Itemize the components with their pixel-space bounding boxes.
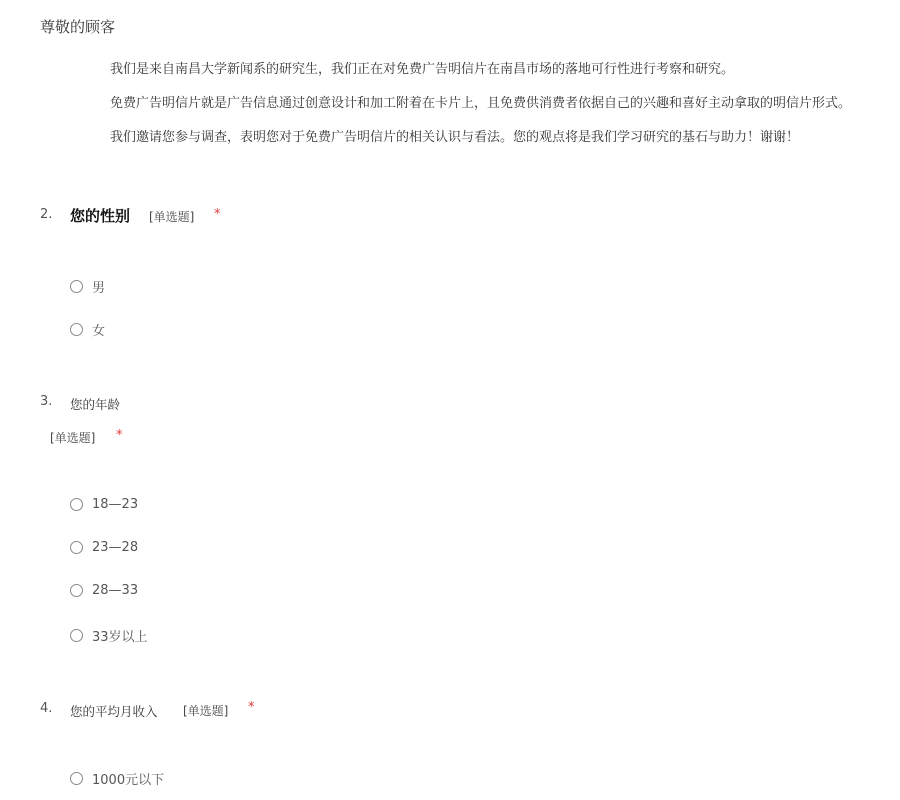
option-age-33-plus[interactable] (70, 626, 148, 645)
option-label: 33岁以上 (92, 630, 148, 645)
option-male[interactable] (70, 277, 105, 296)
option-age-18-23[interactable] (70, 497, 138, 512)
option-label: 23—28 (92, 540, 139, 555)
question-type-label: [单选题] (149, 210, 195, 224)
radio-button[interactable] (70, 280, 83, 293)
required-marker: * (116, 428, 123, 443)
intro-paragraph-3: 我们邀请您参与调查，表明您对于免费广告明信片的相关认识与看法。您的观点将是我们学习研究的基石与助力！谢谢！ (110, 130, 800, 145)
question-type-label: [单选题] (183, 704, 229, 718)
option-label: 男 (92, 281, 106, 296)
option-label: 28—33 (92, 583, 139, 598)
radio-button[interactable] (70, 541, 83, 554)
radio-button[interactable] (70, 629, 83, 642)
radio-button[interactable] (70, 584, 83, 597)
radio-button[interactable] (70, 323, 83, 336)
option-label: 18—23 (92, 497, 139, 512)
question-number: 4. (40, 701, 53, 716)
option-income-under-1000[interactable] (70, 769, 164, 788)
radio-button[interactable] (70, 498, 83, 511)
question-title: 您的性别 (70, 207, 131, 225)
question-title: 您的平均月收入 (70, 704, 158, 719)
intro-paragraph-1: 我们是来自南昌大学新闻系的研究生，我们正在对免费广告明信片在南昌市场的落地可行性进行考察和研究。 (110, 62, 735, 77)
question-title: 您的年龄 (70, 397, 121, 412)
option-label: 1000元以下 (92, 773, 165, 788)
intro-paragraph-2: 免费广告明信片就是广告信息通过创意设计和加工附着在卡片上，且免费供消费者依据自己的兴趣和喜好主动拿取的明信片形式。 (110, 96, 852, 111)
option-female[interactable] (70, 320, 105, 339)
option-label: 女 (92, 324, 106, 339)
question-number: 3. (40, 394, 53, 409)
question-type-label: [单选题] (50, 431, 96, 445)
option-age-23-28[interactable] (70, 540, 138, 555)
radio-button[interactable] (70, 772, 83, 785)
question-number: 2. (40, 207, 53, 222)
greeting-heading: 尊敬的顾客 (40, 18, 116, 36)
required-marker: * (248, 700, 255, 715)
option-age-28-33[interactable] (70, 583, 138, 598)
required-marker: * (214, 207, 221, 222)
